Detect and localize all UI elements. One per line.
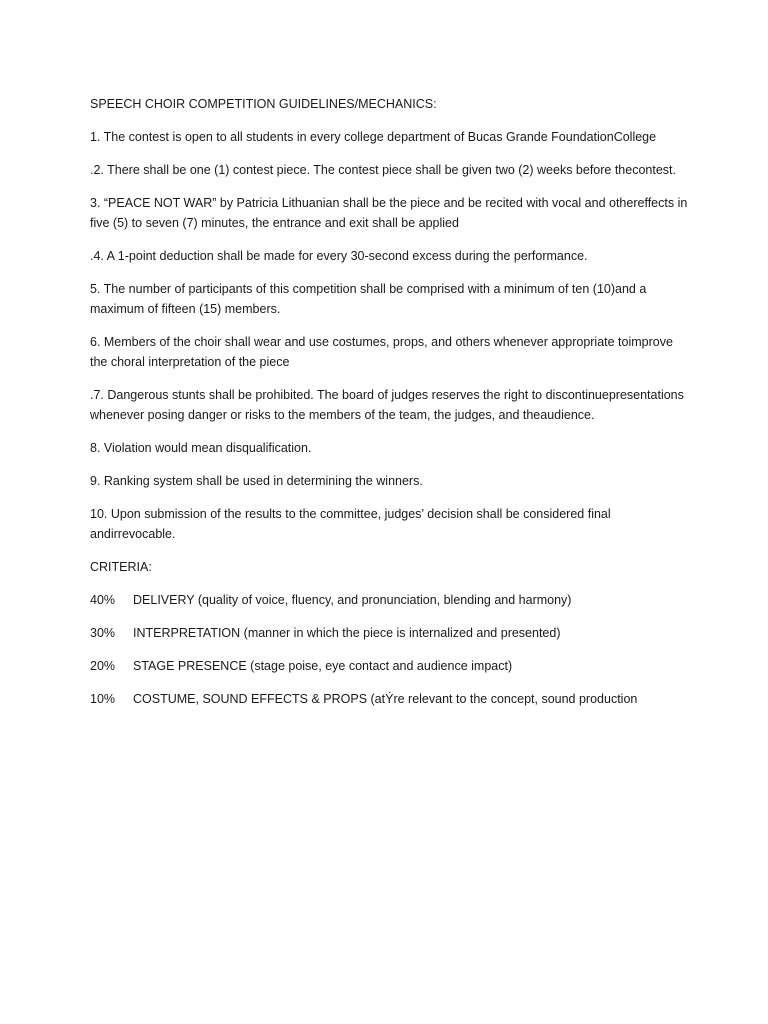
criteria-description: INTERPRETATION (manner in which the piece is internalized and presented) xyxy=(133,626,561,640)
criteria-row xyxy=(90,623,688,643)
criteria-heading: CRITERIA: xyxy=(90,560,152,574)
guideline-paragraph-1: 1. The contest is open to all students in every college department of Bucas Grande FoundationCollege xyxy=(90,130,657,144)
criteria-percent: 20% xyxy=(90,659,116,673)
criteria-row xyxy=(90,656,688,676)
guideline-paragraph-4: .4. A 1-point deduction shall be made for every 30-second excess during the performance. xyxy=(90,249,588,263)
criteria-percent: 10% xyxy=(90,692,116,706)
criteria-percent: 40% xyxy=(90,593,116,607)
criteria-description: COSTUME, SOUND EFFECTS & PROPS (atÝre relevant to the concept, sound production xyxy=(133,692,638,706)
guideline-paragraph-9: 9. Ranking system shall be used in determining the winners. xyxy=(90,474,423,488)
criteria-row xyxy=(90,689,688,709)
criteria-row xyxy=(90,590,688,610)
guideline-paragraph-10: 10. Upon submission of the results to the committee, judges’ decision shall be considered final andirrevocable. xyxy=(90,507,611,541)
criteria-percent: 30% xyxy=(90,626,116,640)
guideline-paragraph-8: 8. Violation would mean disqualification. xyxy=(90,441,312,455)
guideline-paragraph-2: .2. There shall be one (1) contest piece. The contest piece shall be given two (2) weeks before thecontest. xyxy=(90,163,676,177)
document-heading: SPEECH CHOIR COMPETITION GUIDELINES/MECHANICS: xyxy=(90,97,437,111)
guideline-paragraph-3: 3. “PEACE NOT WAR” by Patricia Lithuanian shall be the piece and be recited with vocal and othereffects in five (5) to seven (7) minutes, the entrance and exit shall be applied xyxy=(90,196,688,230)
guideline-paragraph-5: 5. The number of participants of this competition shall be comprised with a minimum of ten (10)and a maximum of fifteen (15) members. xyxy=(90,282,647,316)
guideline-paragraph-7: .7. Dangerous stunts shall be prohibited. The board of judges reserves the right to discontinuepresentations whenever posing danger or risks to the members of the team, the judges, and theaudience. xyxy=(90,388,684,422)
criteria-description: DELIVERY (quality of voice, fluency, and pronunciation, blending and harmony) xyxy=(133,593,572,607)
criteria-description: STAGE PRESENCE (stage poise, eye contact and audience impact) xyxy=(133,659,513,673)
guideline-paragraph-6: 6. Members of the choir shall wear and use costumes, props, and others whenever appropriate toimprove the choral interpretation of the piece xyxy=(90,335,673,369)
